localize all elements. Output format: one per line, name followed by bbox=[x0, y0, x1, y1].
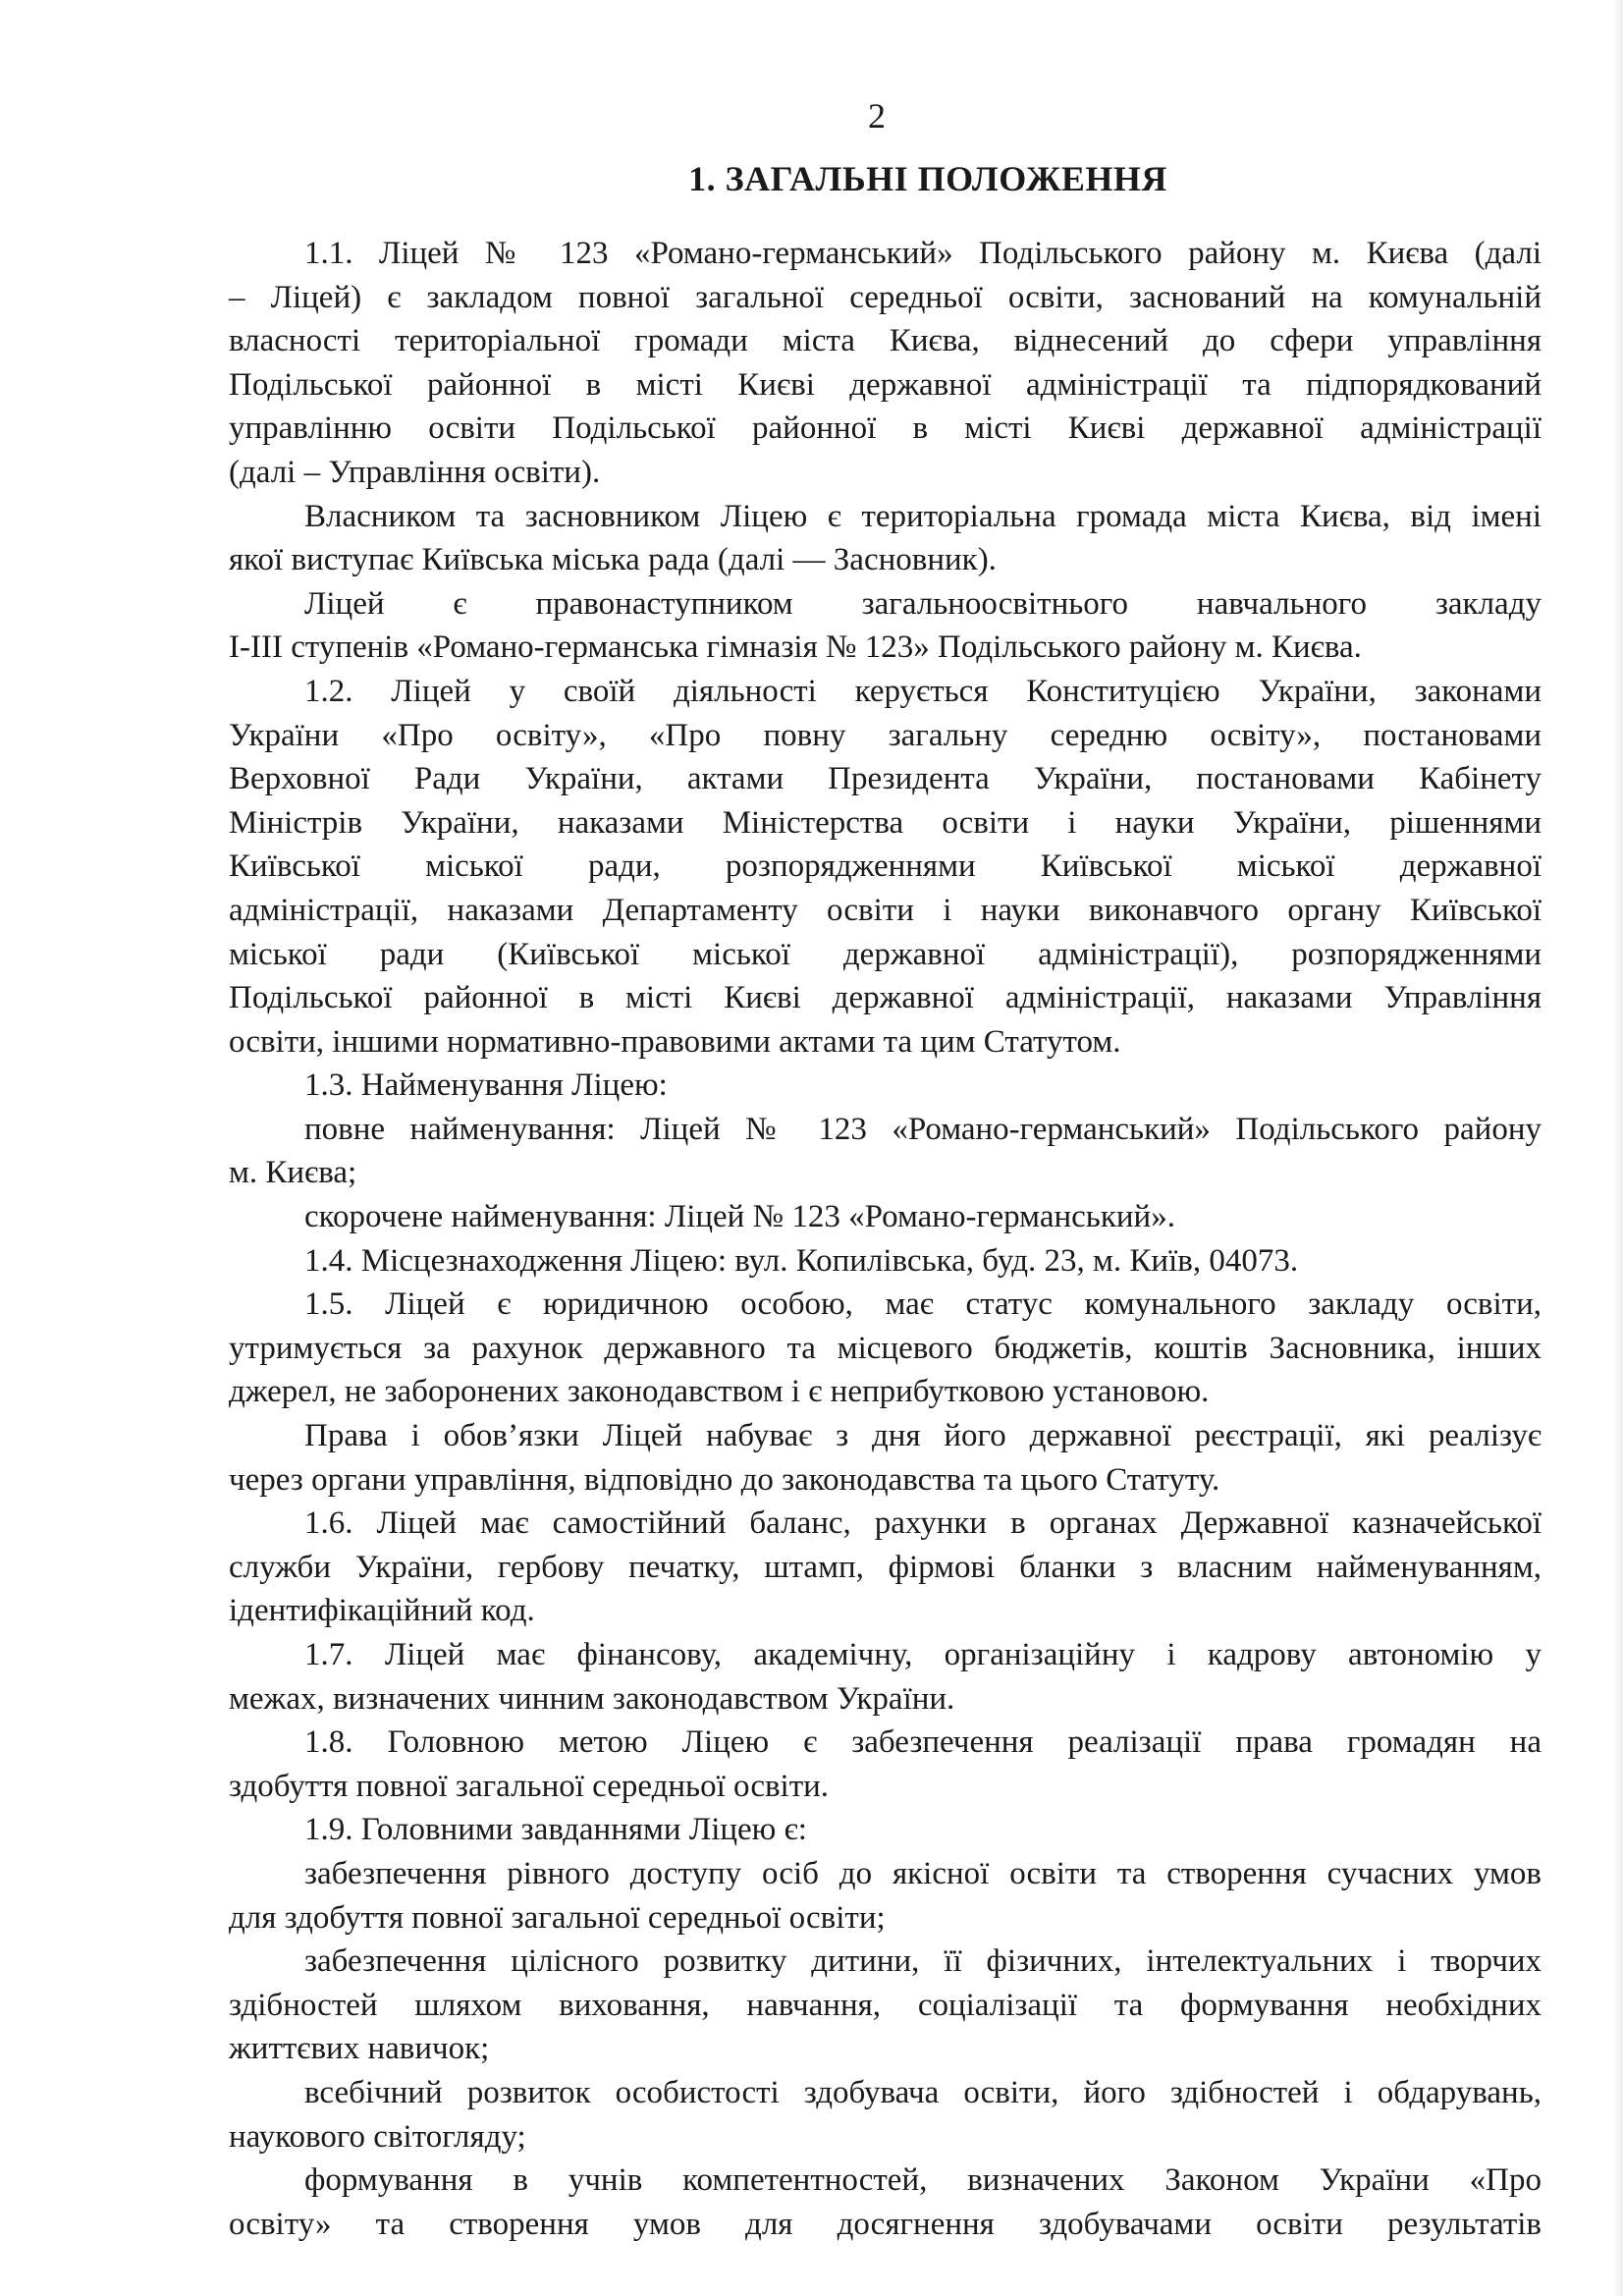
page-number: 2 bbox=[868, 96, 886, 136]
text-line: 1.2. Ліцей у своїй діяльності керується Конституцією України, законами bbox=[304, 673, 1542, 709]
text-line: наукового світогляду; bbox=[229, 2118, 526, 2155]
text-line: м. Києва; bbox=[229, 1155, 357, 1191]
document-body bbox=[229, 232, 1542, 2246]
text-line: 1.6. Ліцей має самостійний баланс, рахунки в органах Державної казначейської bbox=[304, 1505, 1542, 1542]
text-line: Подільської районної в місті Києві державної адміністрації, наказами Управління bbox=[229, 980, 1542, 1016]
text-line: через органи управління, відповідно до законодавства та цього Статуту. bbox=[229, 1461, 1220, 1498]
text-line: для здобуття повної загальної середньої освіти; bbox=[229, 1899, 886, 1936]
text-line: 1.5. Ліцей є юридичною особою, має статус комунального закладу освіти, bbox=[304, 1286, 1542, 1323]
text-line: 1.7. Ліцей має фінансову, академічну, організаційну і кадрову автономію у bbox=[304, 1637, 1542, 1672]
text-line: формування в учнів компетентностей, визначених Законом України «Про bbox=[304, 2162, 1542, 2199]
text-line: І-ІІІ ступенів «Романо-германська гімназія № 123» Подільського району м. Києва. bbox=[229, 629, 1362, 666]
text-line: якої виступає Київська міська рада (далі — Засновник). bbox=[229, 542, 997, 578]
text-line: освіти, іншими нормативно-правовими актами та цим Статутом. bbox=[229, 1023, 1121, 1060]
text-line: Права і обов’язки Ліцей набуває з дня його державної реєстрації, які реалізує bbox=[304, 1418, 1542, 1454]
text-line: межах, визначених чинним законодавством України. bbox=[229, 1680, 955, 1717]
text-line: власності територіальної громади міста Києва, віднесений до сфери управління bbox=[229, 323, 1542, 359]
text-line: 1.1. Ліцей № 123 «Романо-германський» Подільського району м. Києва (далі bbox=[304, 236, 1542, 271]
text-line: освіту» та створення умов для досягнення здобувачами освіти результатів bbox=[229, 2206, 1542, 2242]
text-line: 1.9. Головними завданнями Ліцею є: bbox=[304, 1812, 807, 1848]
text-line: повне найменування: Ліцей № 123 «Романо-германський» Подільського району bbox=[304, 1111, 1542, 1147]
text-line: міської ради (Київської міської державної адміністрації), розпорядженнями bbox=[229, 936, 1542, 972]
text-line: адміністрації, наказами Департаменту освіти і науки виконавчого органу Київської bbox=[229, 892, 1542, 928]
text-line: Власником та засновником Ліцею є територіальна громада міста Києва, від імені bbox=[304, 498, 1542, 534]
text-line: забезпечення цілісного розвитку дитини, її фізичних, інтелектуальних і творчих bbox=[304, 1943, 1542, 1980]
text-line: всебічний розвиток особистості здобувача освіти, його здібностей і обдарувань, bbox=[304, 2074, 1542, 2110]
text-line: Київської міської ради, розпорядженнями Київської міської державної bbox=[229, 848, 1542, 885]
text-line: 1.8. Головною метою Ліцею є забезпечення реалізації права громадян на bbox=[304, 1724, 1542, 1761]
text-line: ідентифікаційний код. bbox=[229, 1593, 535, 1629]
text-line: Верховної Ради України, актами Президента України, постановами Кабінету bbox=[229, 761, 1542, 797]
text-line: джерел, не заборонених законодавством і є неприбутковою установою. bbox=[229, 1374, 1210, 1410]
text-line: управлінню освіти Подільської районної в місті Києві державної адміністрації bbox=[229, 410, 1542, 447]
page-edge-shadow bbox=[1613, 0, 1623, 2296]
text-line: Міністрів України, наказами Міністерства освіти і науки України, рішеннями bbox=[229, 804, 1542, 841]
text-line: Подільської районної в місті Києві державної адміністрації та підпорядкований bbox=[229, 366, 1542, 403]
text-line: утримується за рахунок державного та місцевого бюджетів, коштів Засновника, інших bbox=[229, 1330, 1542, 1366]
section-title: 1. ЗАГАЛЬНІ ПОЛОЖЕННЯ bbox=[688, 159, 1167, 198]
text-line: здобуття повної загальної середньої освіти. bbox=[229, 1768, 830, 1804]
text-line: 1.4. Місцезнаходження Ліцею: вул. Копилівська, буд. 23, м. Київ, 04073. bbox=[304, 1242, 1299, 1279]
text-line: 1.3. Найменування Ліцею: bbox=[304, 1067, 668, 1104]
text-line: – Ліцей) є закладом повної загальної середньої освіти, заснований на комунальній bbox=[229, 279, 1542, 315]
text-line: життєвих навичок; bbox=[229, 2031, 490, 2067]
text-line: (далі – Управління освіти). bbox=[229, 454, 601, 490]
text-line: Ліцей є правонаступником загальноосвітнього навчального закладу bbox=[304, 585, 1542, 622]
text-line: забезпечення рівного доступу осіб до якісної освіти та створення сучасних умов bbox=[304, 1855, 1542, 1891]
text-line: здібностей шляхом виховання, навчання, соціалізації та формування необхідних bbox=[229, 1987, 1542, 2023]
text-line: скорочене найменування: Ліцей № 123 «Романо-германський». bbox=[304, 1199, 1175, 1235]
text-line: України «Про освіту», «Про повну загальну середню освіту», постановами bbox=[229, 717, 1542, 753]
text-line: служби України, гербову печатку, штамп, фірмові бланки з власним найменуванням, bbox=[229, 1549, 1542, 1585]
